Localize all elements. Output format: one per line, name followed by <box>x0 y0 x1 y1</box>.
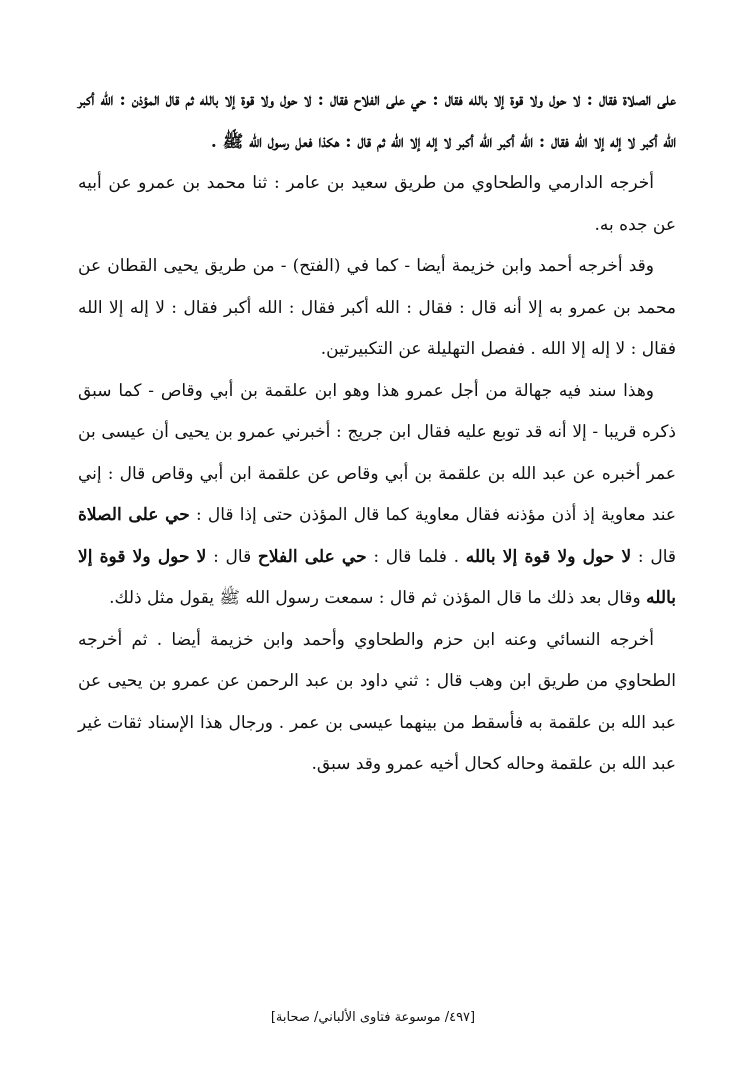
bold-text-segment: حي على الصلاة <box>78 505 190 525</box>
text-segment: وهذا سند فيه جهالة من أجل عمرو هذا وهو ابن علقمة بن أبي وقاص - كما سبق ذكره قريبا - إلا أنه قد توبع عليه فقال ابن جريج : أخبرني عمرو بن يحيى أن عيسى بن عمر أخبره عن عبد الله بن علقمة بن أبي وقاص عن علقمة ابن أبي وقاص قال : إني عند معاوية إذ أذن مؤذنه فقال معاوية كما قال المؤذن حتى إذا قال : <box>78 380 676 525</box>
paragraph-p2 <box>78 163 676 246</box>
paragraph-p5 <box>78 620 676 786</box>
paragraph-p1 <box>78 80 676 163</box>
text-segment: قال : <box>206 546 258 567</box>
text-segment: أخرجه النسائي وعنه ابن حزم والطحاوي وأحمد وابن خزيمة أيضا . ثم أخرجه الطحاوي من طريق ابن وهب قال : ثني داود بن عبد الرحمن عن عمرو بن يحيى عن عبد الله بن علقمة به فأسقط من بينهما عيسى بن عمر . ورجال هذا الإسناد ثقات غير عبد الله بن علقمة وحاله كحال أخيه عمرو وقد سبق. <box>78 629 676 774</box>
page-body <box>78 80 676 786</box>
bold-text-segment: حي على الفلاح <box>257 546 367 567</box>
bold-text-segment: لا حول ولا قوة إلا بالله <box>78 546 676 608</box>
text-segment: . فلما قال : <box>366 546 466 567</box>
text-segment: وقال بعد ذلك ما قال المؤذن ثم قال : سمعت رسول الله ﷺ يقول مثل ذلك. <box>109 588 647 608</box>
text-segment: أخرجه الدارمي والطحاوي من طريق سعيد بن عامر : ثنا محمد بن عمرو عن أبيه عن جده به. <box>78 173 676 235</box>
paragraph-p4 <box>78 371 676 620</box>
page-footer: [٤٩٧/ موسوعة فتاوى الألباني/ صحابة] <box>270 1010 476 1025</box>
bold-text-segment: على الصلاة فقال : لا حول ولا قوة إلا بالله فقال : حي على الفلاح فقال : لا حول ولا قوة إلا بالله ثم قال المؤذن : الله أكبر الله أكبر لا إله إلا الله فقال : الله أكبر الله أكبر لا إله إلا الله ثم قال : هكذا فعل رسول الله ﷺ . <box>78 90 676 152</box>
text-segment: قال : <box>631 546 677 567</box>
paragraph-p3 <box>78 246 676 371</box>
bold-text-segment: لا حول ولا قوة إلا بالله <box>465 546 632 567</box>
text-segment: وقد أخرجه أحمد وابن خزيمة أيضا - كما في (الفتح) - من طريق يحيى القطان عن محمد بن عمرو به إلا أنه قال : فقال : الله أكبر فقال : الله أكبر فقال : لا إله إلا الله فقال : لا إله إلا الله . ففصل التهليلة عن التكبيرتين. <box>78 256 676 359</box>
